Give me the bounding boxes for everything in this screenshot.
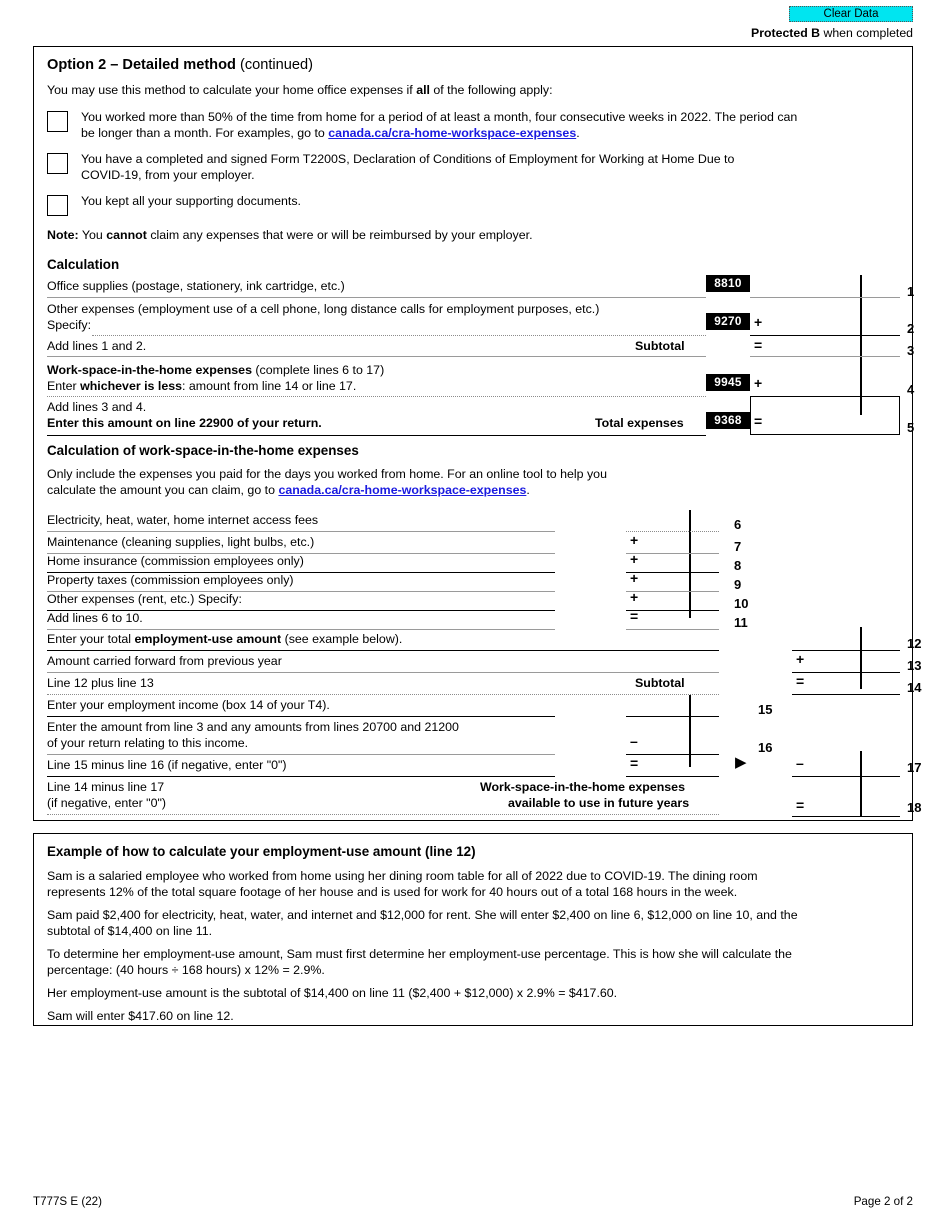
line4-label xyxy=(47,363,384,379)
condition-row-3 xyxy=(47,194,902,216)
line15-label: Enter your employment income (box 14 of your T4). xyxy=(47,698,330,712)
line4-operator: + xyxy=(754,375,763,391)
line-number-9: 9 xyxy=(734,577,742,592)
condition-text-1 xyxy=(81,110,797,141)
condition-2-line2: COVID-19, from your employer. xyxy=(81,167,255,182)
line15-fill-rule xyxy=(47,716,555,717)
line4-sub-bold: whichever is less xyxy=(80,379,183,393)
wsith-heading: Calculation of work-space-in-the-home expenses xyxy=(47,443,359,458)
line14-amount-rule[interactable] xyxy=(792,694,900,695)
cents-divider-calc xyxy=(860,275,862,415)
example-p3-line2: percentage: (40 hours ÷ 168 hours) x 12% = 2.9%. xyxy=(47,963,325,977)
line3-subtotal-label: Subtotal xyxy=(635,339,685,353)
line11-fill-rule xyxy=(47,629,555,630)
line18-amount-rule[interactable] xyxy=(792,816,900,817)
clear-data-button[interactable]: Clear Data xyxy=(789,6,913,22)
note-label: Note: xyxy=(47,228,79,242)
line3-amount-rule[interactable] xyxy=(750,356,900,357)
line4-sub-post: : amount from line 14 or line 17. xyxy=(182,379,357,393)
note-cannot: cannot xyxy=(106,228,147,242)
example-p1-line1: Sam is a salaried employee who worked from home using her dining room table for all of 2022 due to COVID-19. The dining room xyxy=(47,869,758,883)
cra-link-2[interactable]: canada.ca/cra-home-workspace-expenses xyxy=(278,483,527,497)
line12-post: (see example below). xyxy=(281,632,403,646)
line-number-18: 18 xyxy=(907,800,922,815)
line13-amount-rule[interactable] xyxy=(792,672,900,673)
condition-row-2 xyxy=(47,152,902,183)
example-p3-line1: To determine her employment-use amount, Sam must first determine her employment-use percentage. This is how she will calculate the xyxy=(47,947,792,961)
line-number-10: 10 xyxy=(734,596,749,611)
line4-sub-pre: Enter xyxy=(47,379,81,393)
line-number-16: 16 xyxy=(758,740,773,755)
line17-inner-amount-rule[interactable] xyxy=(626,776,719,777)
line-number-12: 12 xyxy=(907,636,922,651)
line17-operator-inner: = xyxy=(630,755,639,771)
line-number-17: 17 xyxy=(907,760,922,775)
protected-b-label xyxy=(751,26,913,40)
cents-divider-inner-6-11 xyxy=(689,510,691,618)
line-number-11: 11 xyxy=(734,615,748,630)
page-number-label: Page 2 of 2 xyxy=(853,1195,913,1208)
protected-b-suffix: when completed xyxy=(820,26,913,40)
option2-title-suffix: (continued) xyxy=(235,57,314,73)
line-number-2: 2 xyxy=(907,321,915,336)
line18-fill-rule xyxy=(47,814,719,815)
line14-label: Line 12 plus line 13 xyxy=(47,676,154,690)
line18-right-label-1: Work-space-in-the-home expenses xyxy=(480,780,685,794)
wsith-intro-pre: calculate the amount you can claim, go to xyxy=(47,483,279,497)
line-number-7: 7 xyxy=(734,539,742,554)
line18-right-label-2: available to use in future years xyxy=(508,796,690,810)
example-p4: Her employment-use amount is the subtotal of $14,400 on line 11 ($2,400 + $12,000) x 2.9% = $417.60. xyxy=(47,986,618,1000)
line-number-6: 6 xyxy=(734,517,742,532)
line17-fill-rule xyxy=(47,776,555,777)
line5-total-label: Total expenses xyxy=(595,416,684,430)
line4-sublabel xyxy=(47,379,356,395)
line1-label: Office supplies (postage, stationery, ink cartridge, etc.) xyxy=(47,279,345,293)
note-a: You xyxy=(78,228,107,242)
line17-operator-outer: – xyxy=(796,755,804,771)
line13-fill-rule xyxy=(47,672,719,673)
option2-title xyxy=(47,57,313,73)
protected-b-bold: Protected B xyxy=(751,26,821,40)
example-p2-line2: subtotal of $14,400 on line 11. xyxy=(47,924,213,938)
line10-label: Other expenses (rent, etc.) Specify: xyxy=(47,592,242,606)
line16-amount-rule[interactable] xyxy=(626,754,719,755)
line12-bold: employment-use amount xyxy=(134,632,282,646)
line-number-13: 13 xyxy=(907,658,922,673)
line12-fill-rule xyxy=(47,650,719,651)
reimbursement-note xyxy=(47,228,533,244)
line3-label: Add lines 1 and 2. xyxy=(47,339,147,353)
line14-subtotal-label: Subtotal xyxy=(635,676,685,690)
example-p2-line1: Sam paid $2,400 for electricity, heat, water, and internet and $12,000 for rent. She will enter $2,400 on line 6, $12,000 on line 10, and the xyxy=(47,908,798,922)
line-code-9945: 9945 xyxy=(706,374,750,391)
option2-title-bold: Option 2 – Detailed method xyxy=(47,57,236,73)
line1-fill-rule xyxy=(47,297,706,298)
line12-amount-rule[interactable] xyxy=(792,650,900,651)
line11-operator: = xyxy=(630,608,639,624)
line7-amount-rule[interactable] xyxy=(626,553,719,554)
carry-forward-arrow-icon: ▶ xyxy=(735,754,747,771)
line11-label: Add lines 6 to 10. xyxy=(47,611,143,625)
line7-label: Maintenance (cleaning supplies, light bulbs, etc.) xyxy=(47,535,315,549)
line-number-4: 4 xyxy=(907,382,915,397)
line12-pre: Enter your total xyxy=(47,632,135,646)
line-number-15: 15 xyxy=(758,702,773,717)
line-number-3: 3 xyxy=(907,343,915,358)
condition-3-line1: You kept all your supporting documents. xyxy=(81,194,301,208)
wsith-intro-line1: Only include the expenses you paid for the days you worked from home. For an online tool to help you xyxy=(47,467,607,481)
condition-checkbox-3[interactable] xyxy=(47,195,68,216)
line14-operator: = xyxy=(796,673,805,689)
line12-label xyxy=(47,632,402,648)
line8-label: Home insurance (commission employees only) xyxy=(47,554,304,568)
cents-divider-12-14 xyxy=(860,627,862,689)
line8-amount-rule[interactable] xyxy=(626,572,719,573)
line4-fill-rule xyxy=(47,396,706,397)
condition-1-line1: You worked more than 50% of the time from home for a period of at least a month, four consecutive weeks in 2022. The period can xyxy=(81,110,798,124)
form-id-label: T777S E (22) xyxy=(33,1195,102,1208)
condition-1-line2-post: . xyxy=(576,125,580,140)
line16-fill-rule xyxy=(47,754,555,755)
example-heading: Example of how to calculate your employment-use amount (line 12) xyxy=(47,844,476,859)
line6-amount-rule[interactable] xyxy=(626,531,719,532)
line-number-1: 1 xyxy=(907,284,915,299)
line2-label: Other expenses (employment use of a cell phone, long distance calls for employment purposes, etc.) xyxy=(47,302,600,316)
cra-link-1[interactable]: canada.ca/cra-home-workspace-expenses xyxy=(328,125,577,140)
condition-text-2 xyxy=(81,152,734,183)
line9-operator: + xyxy=(630,570,639,586)
line5-fill-rule xyxy=(47,435,706,436)
line15-amount-rule[interactable] xyxy=(626,716,719,717)
line1-amount-rule[interactable] xyxy=(750,297,900,298)
example-p1-line2: represents 12% of the total square footage of her house and is used for work for 40 hours out of a total 168 hours in the week. xyxy=(47,885,738,899)
line17-label: Line 15 minus line 16 (if negative, enter "0") xyxy=(47,758,287,772)
line16-label-line2: of your return relating to this income. xyxy=(47,736,249,750)
line2-amount-rule[interactable] xyxy=(750,335,900,336)
line-number-8: 8 xyxy=(734,558,742,573)
option2-intro-a: You may use this method to calculate your home office expenses if xyxy=(47,83,417,97)
cents-divider-15-17 xyxy=(689,695,691,767)
condition-checkbox-2[interactable] xyxy=(47,153,68,174)
line-code-9270: 9270 xyxy=(706,313,750,330)
line2-operator: + xyxy=(754,314,763,330)
line-number-14: 14 xyxy=(907,680,922,695)
line-code-8810: 8810 xyxy=(706,275,750,292)
line2-specify-input[interactable] xyxy=(92,335,706,336)
line11-amount-rule[interactable] xyxy=(626,629,719,630)
line9-amount-rule[interactable] xyxy=(626,591,719,592)
line17-outer-amount-rule[interactable] xyxy=(792,776,900,777)
line13-operator: + xyxy=(796,651,805,667)
line4-label-reg: (complete lines 6 to 17) xyxy=(251,363,385,377)
condition-text-3 xyxy=(81,194,301,210)
option2-intro-c: of the following apply: xyxy=(429,83,553,97)
line16-operator: – xyxy=(630,733,638,749)
line2-specify-label: Specify: xyxy=(47,318,92,332)
line8-operator: + xyxy=(630,551,639,567)
note-c: claim any expenses that were or will be reimbursed by your employer. xyxy=(146,228,533,242)
condition-2-line1: You have a completed and signed Form T2200S, Declaration of Conditions of Employment for Working at Home Due to xyxy=(81,152,735,166)
line10-operator: + xyxy=(630,589,639,605)
line9-label: Property taxes (commission employees only) xyxy=(47,573,294,587)
condition-1-line2-pre: be longer than a month. For examples, go to xyxy=(81,125,329,140)
line18-label-line2: (if negative, enter "0") xyxy=(47,796,166,810)
example-p5: Sam will enter $417.60 on line 12. xyxy=(47,1009,234,1023)
wsith-intro-line2 xyxy=(47,483,530,499)
line3-fill-rule xyxy=(47,356,706,357)
condition-checkbox-1[interactable] xyxy=(47,111,68,132)
line18-operator: = xyxy=(796,797,805,813)
option2-intro-all: all xyxy=(416,83,430,97)
calculation-heading: Calculation xyxy=(47,257,120,272)
condition-row-1 xyxy=(47,110,902,141)
total-expenses-box[interactable] xyxy=(750,396,900,435)
wsith-intro-post: . xyxy=(526,483,530,497)
line5-instruction: Enter this amount on line 22900 of your return. xyxy=(47,416,322,430)
line13-label: Amount carried forward from previous year xyxy=(47,654,282,668)
cents-divider-17-18 xyxy=(860,751,862,817)
line6-fill-rule xyxy=(47,531,555,532)
option2-intro xyxy=(47,83,553,99)
line10-amount-rule[interactable] xyxy=(626,610,719,611)
line3-operator: = xyxy=(754,337,763,353)
line-code-9368: 9368 xyxy=(706,412,750,429)
example-panel xyxy=(33,833,913,1026)
line-number-5: 5 xyxy=(907,420,915,435)
line5-label: Add lines 3 and 4. xyxy=(47,400,147,414)
line6-label: Electricity, heat, water, home internet access fees xyxy=(47,513,319,527)
option2-panel xyxy=(33,46,922,821)
line14-fill-rule xyxy=(47,694,719,695)
line16-label-line1: Enter the amount from line 3 and any amounts from lines 20700 and 21200 xyxy=(47,720,459,734)
line5-operator: = xyxy=(754,413,763,429)
line4-label-bold: Work-space-in-the-home expenses xyxy=(47,363,252,377)
line7-operator: + xyxy=(630,532,639,548)
line18-label-line1: Line 14 minus line 17 xyxy=(47,780,165,794)
